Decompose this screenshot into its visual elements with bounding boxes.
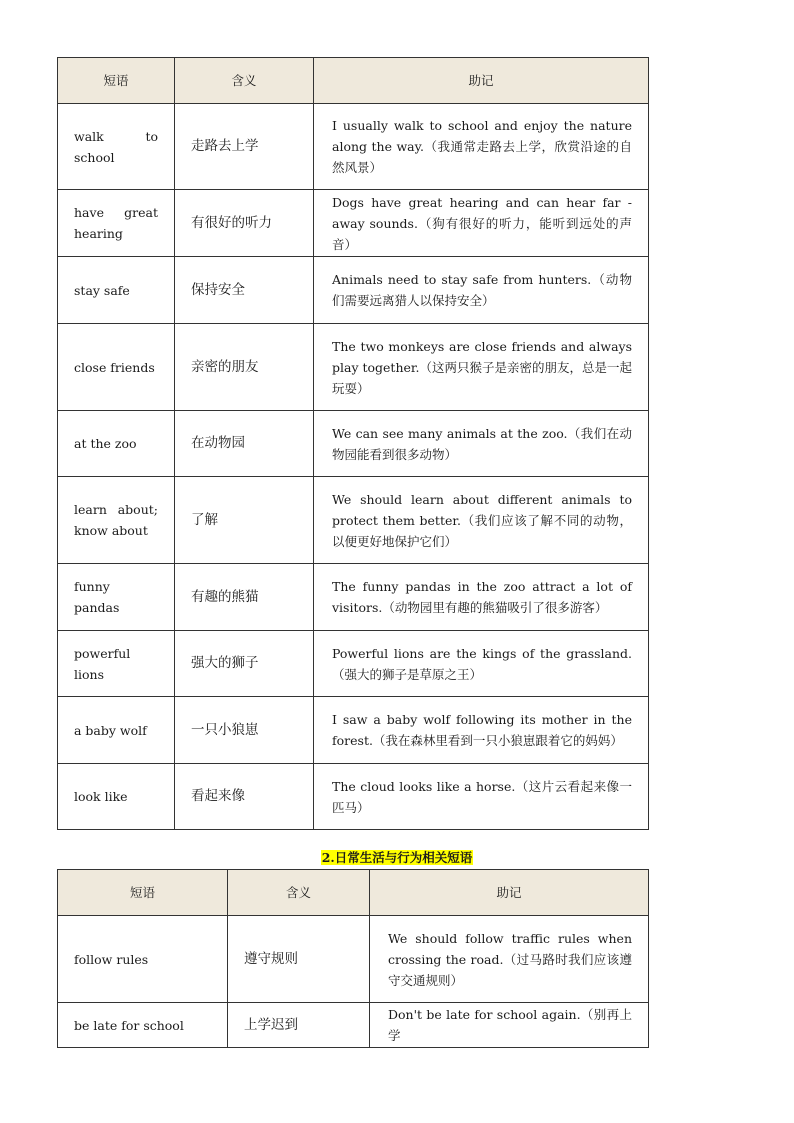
meaning-cell: 一只小狼崽 — [175, 697, 314, 764]
meaning-cell: 了解 — [175, 477, 314, 564]
table-row — [58, 477, 649, 564]
header-meaning: 含义 — [228, 870, 370, 916]
meaning-cell: 遵守规则 — [228, 916, 370, 1003]
mnemonic-cell: The two monkeys are close friends and always play together.（这两只猴子是亲密的朋友，总是一起玩耍） — [314, 324, 649, 411]
table-row — [58, 190, 649, 257]
table-row — [58, 324, 649, 411]
mnemonic-cell: The cloud looks like a horse.（这片云看起来像一匹马） — [314, 764, 649, 830]
section-title — [0, 849, 794, 867]
mnemonic-cell: Don't be late for school again.（别再上学 — [370, 1003, 649, 1048]
phrase-cell: a baby wolf — [58, 697, 175, 764]
mnemonic-cell: Animals need to stay safe from hunters.（动物们需要远离猎人以保持安全） — [314, 257, 649, 324]
phrase-table-animals — [57, 57, 649, 830]
phrase-cell: be late for school — [58, 1003, 228, 1048]
table-header-row — [58, 58, 649, 104]
meaning-cell: 强大的狮子 — [175, 631, 314, 697]
mnemonic-cell: I saw a baby wolf following its mother in the forest.（我在森林里看到一只小狼崽跟着它的妈妈） — [314, 697, 649, 764]
phrase-cell: powerful lions — [58, 631, 175, 697]
phrase-cell: walk to school — [58, 104, 175, 190]
table-row — [58, 916, 649, 1003]
section-title-text: 2.日常生活与行为相关短语 — [321, 850, 473, 865]
table-row — [58, 1003, 649, 1048]
meaning-cell: 在动物园 — [175, 411, 314, 477]
header-mnemonic: 助记 — [314, 58, 649, 104]
phrase-cell: stay safe — [58, 257, 175, 324]
mnemonic-cell: We can see many animals at the zoo.（我们在动物园能看到很多动物） — [314, 411, 649, 477]
table-header-row — [58, 870, 649, 916]
meaning-cell: 看起来像 — [175, 764, 314, 830]
mnemonic-cell: I usually walk to school and enjoy the nature along the way.（我通常走路去上学，欣赏沿途的自然风景） — [314, 104, 649, 190]
mnemonic-cell: The funny pandas in the zoo attract a lot of visitors.（动物园里有趣的熊猫吸引了很多游客） — [314, 564, 649, 631]
meaning-cell: 亲密的朋友 — [175, 324, 314, 411]
phrase-cell: look like — [58, 764, 175, 830]
table-row — [58, 564, 649, 631]
meaning-cell: 上学迟到 — [228, 1003, 370, 1048]
mnemonic-cell: Powerful lions are the kings of the grassland.（强大的狮子是草原之王） — [314, 631, 649, 697]
header-mnemonic: 助记 — [370, 870, 649, 916]
meaning-cell: 保持安全 — [175, 257, 314, 324]
table-row — [58, 104, 649, 190]
mnemonic-cell: Dogs have great hearing and can hear far - away sounds.（狗有很好的听力，能听到远处的声音） — [314, 190, 649, 257]
table-row — [58, 631, 649, 697]
phrase-table-daily-life — [57, 869, 649, 1048]
phrase-cell: learn about; know about — [58, 477, 175, 564]
mnemonic-cell: We should learn about different animals to protect them better.（我们应该了解不同的动物，以便更好地保护它们） — [314, 477, 649, 564]
mnemonic-cell: We should follow traffic rules when crossing the road.（过马路时我们应该遵守交通规则） — [370, 916, 649, 1003]
table-row — [58, 257, 649, 324]
table-row — [58, 411, 649, 477]
phrase-cell: have great hearing — [58, 190, 175, 257]
table-row — [58, 697, 649, 764]
phrase-cell: close friends — [58, 324, 175, 411]
header-meaning: 含义 — [175, 58, 314, 104]
header-phrase: 短语 — [58, 870, 228, 916]
header-phrase: 短语 — [58, 58, 175, 104]
meaning-cell: 走路去上学 — [175, 104, 314, 190]
table-row — [58, 764, 649, 830]
meaning-cell: 有很好的听力 — [175, 190, 314, 257]
phrase-cell: follow rules — [58, 916, 228, 1003]
phrase-cell: at the zoo — [58, 411, 175, 477]
phrase-cell: funny pandas — [58, 564, 175, 631]
meaning-cell: 有趣的熊猫 — [175, 564, 314, 631]
